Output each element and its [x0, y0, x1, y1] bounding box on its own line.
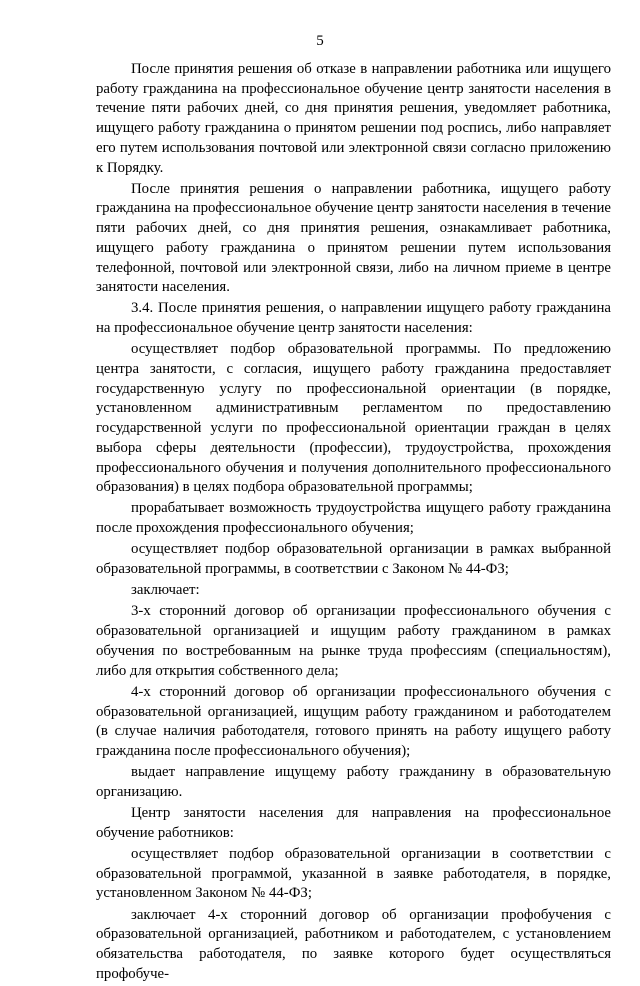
- paragraph-employment-center-workers: Центр занятости населения для направления на профессиональное обучение работников:: [96, 805, 611, 841]
- paragraph-refusal-notice: После принятия решения об отказе в направлении работника или ищущего работу гражданина на профессиональное обучение центр занятости населения в течение пяти рабочих дней, со дня принятия решения, уведомляет работника, ищущего работу гражданина о принятом решении под роспись, либо направляет его путем использования почтовой или электронной связи согласно приложению к Порядку.: [96, 61, 611, 176]
- paragraph-employment-possibility: прорабатывает возможность трудоустройства ищущего работу гражданина после прохождения профессионального обучения;: [96, 500, 611, 537]
- paragraph-tripartite-contract: 3-х сторонний договор об организации профессионального обучения с образовательной организацией и ищущим работу гражданином в рамках обучения по востребованным на рынке труда профессиям (специальностям), либо для открытия собственного дела;: [96, 603, 611, 679]
- paragraph-program-selection: осуществляет подбор образовательной программы. По предложению центра занятости, с согласия, ищущего работу гражданина предоставляет государственную услугу по профессиональной ориентации (в порядке, установленном административным регламентом по предоставлению государственной услуги по профессиональной ориентации граждан в целях выбора сферы деятельности (профессии), трудоустройства, прохождения профессионального обучения и получения дополнительного профессионального образования) в целях подбора образовательной программы;: [96, 341, 611, 496]
- paragraph-section-3-4: 3.4. После принятия решения, о направлении ищущего работу гражданина на профессиональное обучение центр занятости населения:: [96, 300, 611, 337]
- paragraph-workers-contract: заключает 4-х сторонний договор об организации профобучения с образовательной организацией, работником и работодателем, с установлением обязательства работодателя, по заявке которого будет осуществляться профобуче-: [96, 906, 611, 982]
- page-number: 5: [316, 33, 324, 49]
- paragraph-organization-selection: осуществляет подбор образовательной организации в рамках выбранной образовательной программы, в соответствии с Законом № 44-ФЗ;: [96, 541, 611, 578]
- paragraph-quadripartite-contract: 4-х сторонний договор об организации профессионального обучения с образовательной организацией, ищущим работу гражданином и работодателем (в случае наличия работодателя, готового принять на работу ищущего работу гражданина после профессионального обучения);: [96, 683, 611, 759]
- paragraph-referral: выдает направление ищущему работу гражданину в образовательную организацию.: [96, 764, 611, 800]
- paragraph-workers-organization-selection: осуществляет подбор образовательной организации в соответствии с образовательной программой, указанной в заявке работодателя, в порядке, установленном Законом № 44-ФЗ;: [96, 845, 611, 902]
- paragraph-concludes: заключает:: [131, 582, 200, 599]
- paragraph-approval-notice: После принятия решения о направлении работника, ищущего работу гражданина на профессиональное обучение центр занятости населения в течение пяти рабочих дней, со дня принятия решения, ознакамливает работника, ищущего работу гражданина о принятом решении путем использования телефонной, почтовой или электронной связи, либо на личном приеме в центре занятости населения.: [96, 180, 611, 296]
- document-body: [96, 60, 611, 986]
